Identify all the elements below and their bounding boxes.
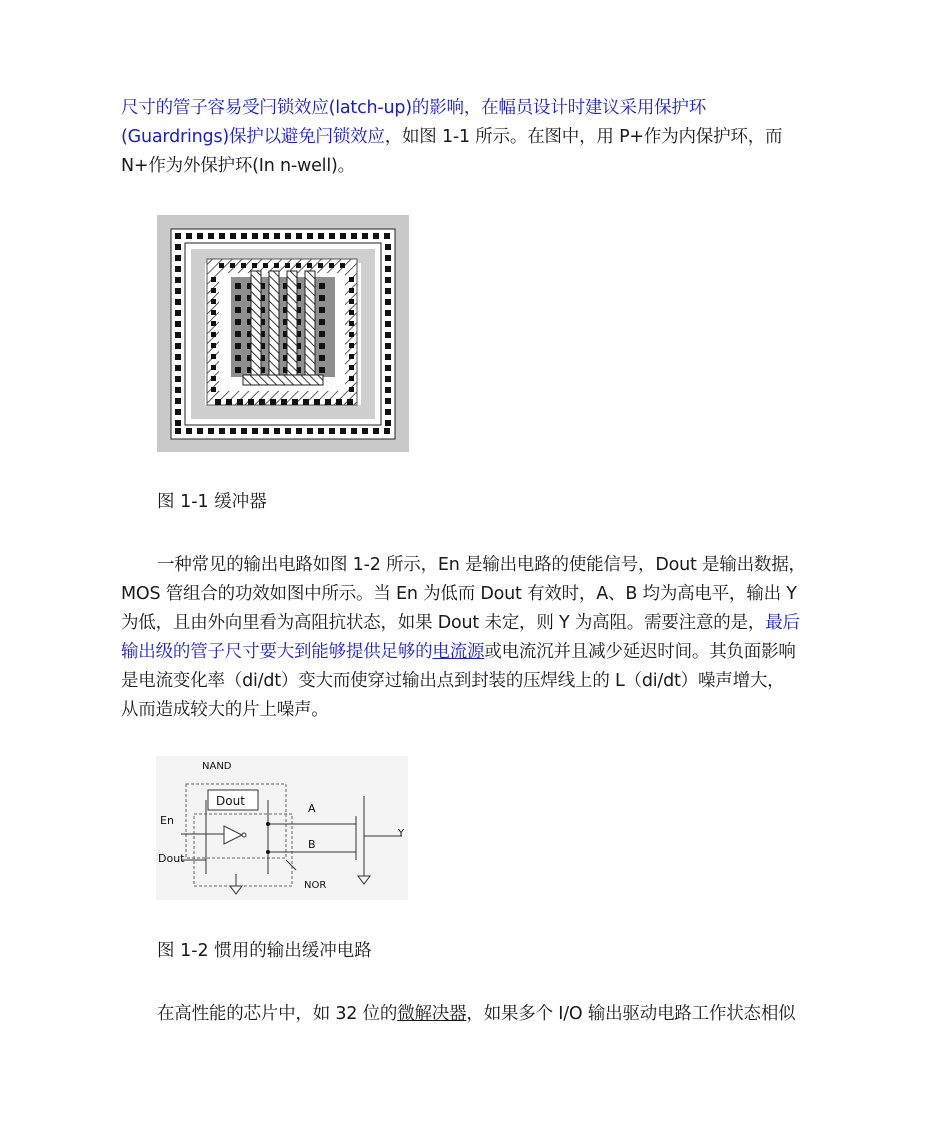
contact-square [349,365,354,370]
contact-square [307,428,313,434]
gate-finger [305,271,315,383]
text-line: 尺寸的管子容易受闩锁效应(latch-up)的影响，在幅员设计时建议采用保护环 [121,98,707,118]
contact-square [226,399,232,405]
contact-square [349,376,354,381]
contact-square [235,295,241,301]
contact-square [349,277,354,282]
contact-square [349,354,354,359]
text-line: N+作为外保护环(In n-well)。 [121,156,355,176]
figure-caption: 图 1-2 惯用的输出缓冲电路 [157,941,372,961]
contact-square [319,331,325,337]
contact-square [235,331,241,337]
contact-square [237,399,243,405]
contact-square [318,233,324,239]
contact-square [285,233,291,239]
contact-square [296,233,302,239]
label-dout-box: Dout [216,794,245,808]
contact-square [362,428,368,434]
contact-square [235,343,241,349]
current-source-link[interactable]: 电流源 [432,642,485,662]
paragraph-high-performance [121,1000,833,1029]
contact-square [319,283,325,289]
contact-square [349,321,354,326]
contact-square [385,255,391,261]
contact-square [285,428,291,434]
contact-square [248,399,254,405]
contact-square [208,233,214,239]
contact-square [235,355,241,361]
contact-square [296,263,301,268]
contact-square [175,387,181,393]
contact-square [349,387,354,392]
contact-square [219,233,225,239]
contact-square [351,428,357,434]
contact-square [175,244,181,250]
label-y: Y [398,828,405,839]
contact-square [319,319,325,325]
text-line: 在高性能的芯片中，如 32 位的 [157,1004,398,1024]
contact-square [349,332,354,337]
contact-square [211,321,216,326]
contact-square [241,233,247,239]
contact-square [175,343,181,349]
contact-square [385,266,391,272]
contact-square [314,399,320,405]
contact-square [230,263,235,268]
text-line: MOS 管组合的功效如图中所示。当 En 为低而 Dout 有效时，A、B 均为高电平，输出 Y [121,584,797,604]
contact-square [349,343,354,348]
contact-square [211,288,216,293]
gate-connect-bar [243,375,323,385]
contact-square [385,332,391,338]
contact-square [385,398,391,404]
contact-square [208,428,214,434]
contact-square [241,263,246,268]
contact-square [263,233,269,239]
contact-square [235,367,241,373]
contact-square [318,428,324,434]
contact-square [252,428,258,434]
contact-square [274,233,280,239]
contact-square [319,367,325,373]
contact-square [325,399,331,405]
contact-square [385,288,391,294]
contact-square [241,428,247,434]
contact-square [319,343,325,349]
contact-square [349,310,354,315]
contact-square [319,307,325,313]
contact-square [175,299,181,305]
text-line: 为低，且由外向里看为高阻抗状态，如果 Dout 未定，则 Y 为高阻。需要注意的是， [121,613,766,633]
contact-square [175,420,181,426]
contact-square [175,428,181,434]
contact-square [336,399,342,405]
contact-square [319,295,325,301]
contact-square [385,409,391,415]
contact-square [230,428,236,434]
contact-square [349,299,354,304]
contact-square [219,263,224,268]
label-b: B [308,838,316,851]
contact-square [351,233,357,239]
label-a: A [308,802,316,815]
label-en: En [160,814,174,827]
figure-output-buffer-circuit [156,756,408,900]
contact-square [329,233,335,239]
contact-square [175,310,181,316]
contact-square [274,428,280,434]
active-region [231,277,335,377]
contact-square [385,376,391,382]
text-line: 或电流沉并且减少延迟时间。其负面影响 [484,642,796,662]
contact-square [307,233,313,239]
contact-square [175,409,181,415]
text-line: ，如果多个 I/O 输出驱动电路工作状态相似 [466,1004,796,1024]
contact-square [211,376,216,381]
contact-square [385,310,391,316]
contact-square [385,343,391,349]
contact-square [263,428,269,434]
gate-finger [287,271,297,383]
contact-square [175,376,181,382]
text-line-link[interactable]: 最后 [765,613,800,633]
contact-square [175,233,181,239]
contact-square [385,420,391,426]
label-nor: NOR [304,880,327,891]
contact-square [340,233,346,239]
contact-square [259,399,265,405]
contact-square [385,244,391,250]
contact-square [329,428,335,434]
contact-square [186,233,192,239]
gate-finger [269,271,279,383]
contact-square [362,233,368,239]
contact-square [235,319,241,325]
contact-square [197,233,203,239]
contact-square [175,288,181,294]
contact-square [263,263,268,268]
contact-square [175,332,181,338]
paragraph-guardrings [121,94,833,181]
contact-square [274,263,279,268]
contact-square [385,387,391,393]
contact-square [235,283,241,289]
contact-square [296,428,302,434]
text-line: 从而造成较大的片上噪声。 [121,700,329,720]
contact-square [307,263,312,268]
contact-square [175,321,181,327]
figure-guard-ring-layout [157,215,409,452]
contact-square [175,365,181,371]
contact-square [211,365,216,370]
contact-square [252,233,258,239]
contact-square [197,428,203,434]
contact-square [252,263,257,268]
contact-square [211,299,216,304]
contact-square [318,263,323,268]
contact-square [292,399,298,405]
contact-square [347,399,353,405]
contact-square [385,277,391,283]
label-dout: Dout [158,852,185,865]
contact-square [211,354,216,359]
contact-square [235,307,241,313]
contact-square [175,277,181,283]
contact-square [175,354,181,360]
text-line: 一种常见的输出电路如图 1-2 所示，En 是输出电路的使能信号，Dout 是输出数据， [157,555,806,575]
contact-square [385,299,391,305]
contact-square [175,255,181,261]
contact-square [211,343,216,348]
contact-square [385,321,391,327]
gate-finger [251,271,261,383]
contact-square [211,310,216,315]
microprocessor-link[interactable]: 微解决器 [397,1004,467,1024]
contact-square [384,233,390,239]
text-line-link[interactable]: 输出级的管子尺寸要大到能够提供足够的 [121,642,433,662]
contact-square [319,355,325,361]
contact-square [175,266,181,272]
contact-square [340,263,345,268]
contact-square [230,233,236,239]
contact-square [349,288,354,293]
contact-square [303,399,309,405]
contact-square [329,263,334,268]
contact-square [285,263,290,268]
text-line: 是电流变化率（di/dt）变大而使穿过输出点到封装的压焊线上的 L（di/dt）噪声增大， [121,671,785,691]
contact-square [385,354,391,360]
contact-square [215,399,221,405]
contact-square [211,332,216,337]
contact-square [175,398,181,404]
contact-square [281,399,287,405]
text-line-link[interactable]: (Guardrings)保护以避免闩锁效应 [121,127,385,147]
contact-square [385,365,391,371]
contact-square [340,428,346,434]
contact-square [270,399,276,405]
contact-square [211,277,216,282]
contact-square [219,428,225,434]
figure-caption: 图 1-1 缓冲器 [157,492,267,512]
contact-square [373,233,379,239]
contact-square [186,428,192,434]
contact-square [384,428,390,434]
contact-square [211,387,216,392]
text-line: ，如图 1-1 所示。在图中，用 P+作为内保护环，而 [384,127,783,147]
label-nand: NAND [202,761,232,772]
paragraph-output-circuit [121,551,833,725]
contact-square [373,428,379,434]
